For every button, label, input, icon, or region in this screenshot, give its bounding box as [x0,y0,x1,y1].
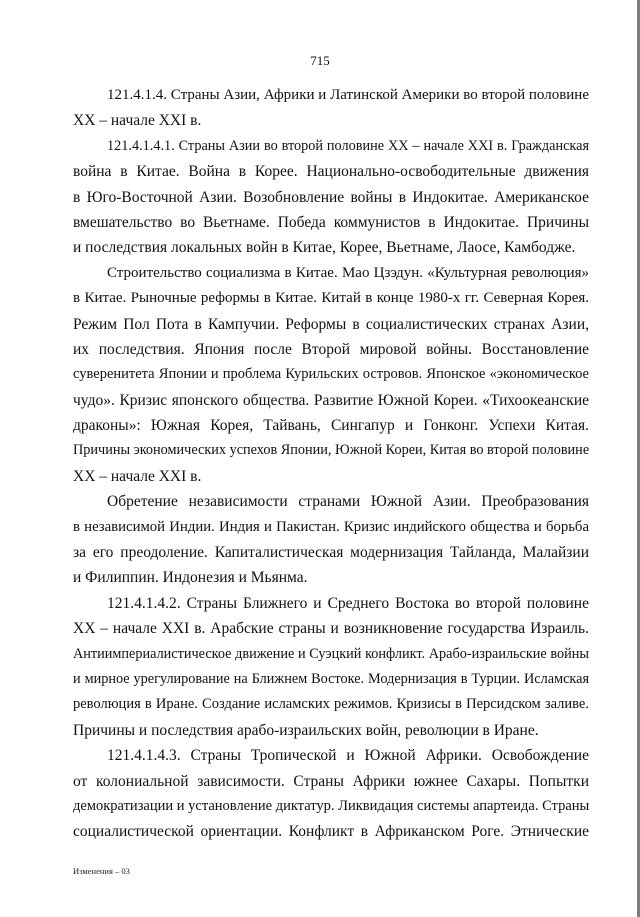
text-line: XX – начале XXI в. [73,467,202,485]
text-line: Антиимпериалистическое движение и Суэцкий конфликт. Арабо-израильские войны [73,645,589,662]
text-line: и Филиппин. Индонезия и Мьянма. [73,569,308,587]
text-line: Строительство социализма в Китае. Мао Цзэдун. «Культурная революция» [107,264,589,281]
paragraph [73,591,589,743]
text-line: от колониальной зависимости. Страны Африки южнее Сахары. Попытки [73,772,589,790]
footer-note: Изменения – 03 [73,866,130,876]
text-line: XX – начале XXI в. Арабские страны и возникновение государства Израиль. [73,620,589,638]
text-line: в независимой Индии. Индия и Пакистан. Кризис индийского общества и борьба [73,518,589,535]
paragraph [73,261,589,490]
text-line: суверенитета Японии и проблема Курильских островов. Японское «экономическое [73,366,589,383]
text-line: чудо». Кризис японского общества. Развитие Южной Кореи. «Тихоокеанские [73,391,589,409]
text-line: 121.4.1.4.1. Страны Азии во второй половине XX – начале XXI в. Гражданская [107,137,589,154]
text-line: Режим Пол Пота в Кампучии. Реформы в социалистических странах Азии, [73,315,589,333]
text-line: социалистической ориентации. Конфликт в Африканском Роге. Этнические [73,823,589,841]
paragraph [73,489,589,591]
text-line: Причины и последствия арабо-израильских войн, революции в Иране. [73,721,539,739]
text-line: в Китае. Рыночные реформы в Китае. Китай в конце 1980-х гг. Северная Корея. [73,290,589,307]
text-line: и мирное урегулирование на Ближнем Востоке. Модернизация в Турции. Исламская [73,670,589,687]
paragraph [73,743,589,845]
text-line: вмешательство во Вьетнаме. Победа коммунистов в Индокитае. Причины [73,213,589,231]
text-line: Причины экономических успехов Японии, Южной Кореи, Китая во второй половине [73,442,590,459]
paragraph [73,83,589,134]
document-body [73,83,589,845]
text-line: и последствия локальных войн в Китае, Корее, Вьетнаме, Лаосе, Камбодже. [73,239,576,257]
paragraph [73,134,589,261]
text-line: Обретение независимости странами Южной Азии. Преобразования [107,493,589,511]
text-line: 121.4.1.4. Страны Азии, Африки и Латинской Америки во второй половине [107,87,589,103]
text-line: 121.4.1.4.2. Страны Ближнего и Среднего Востока во второй половине [107,594,589,612]
text-line: за его преодоление. Капиталистическая модернизация Тайланда, Малайзии [73,544,589,562]
page-number: 715 [310,53,330,68]
text-line: XX – начале XXI в. [73,112,202,130]
text-line: в Юго-Восточной Азии. Возобновление войны в Индокитае. Американское [73,188,589,206]
text-line: драконы»: Южная Корея, Тайвань, Сингапур и Гонконг. Успехи Китая. [73,417,589,435]
text-line: демократизации и установление диктатур. Ликвидация системы апартеида. Страны [73,797,590,814]
text-line: 121.4.1.4.3. Страны Тропической и Южной Африки. Освобождение [107,747,589,765]
text-line: война в Китае. Война в Корее. Национально-освободительные движения [73,163,589,181]
text-line: революция в Иране. Создание исламских режимов. Кризисы в Персидском заливе. [73,696,589,713]
text-line: их последствия. Япония после Второй мировой войны. Восстановление [73,340,589,358]
